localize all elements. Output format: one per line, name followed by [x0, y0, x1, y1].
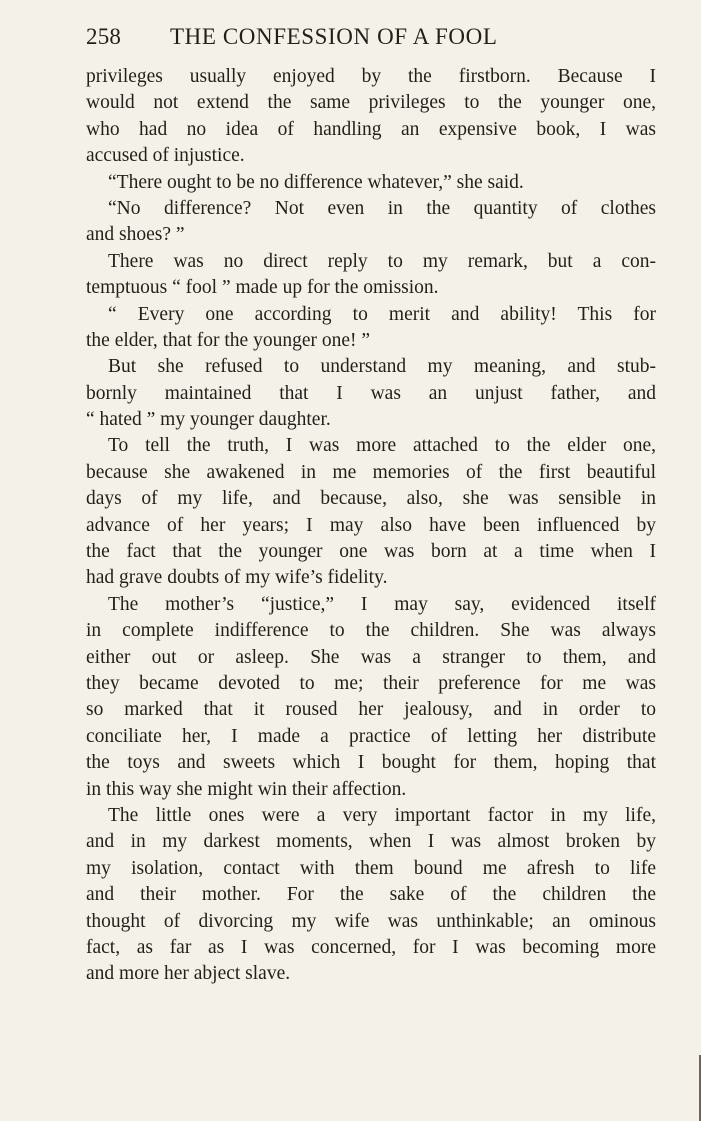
text-line: would not extend the same privileges to the younger one, — [86, 92, 656, 114]
text-line: they became devoted to me; their preference for me was — [86, 672, 656, 694]
text-line: in this way she might win their affection. — [86, 778, 407, 800]
text-line: in complete indifference to the children. She was always — [86, 620, 656, 642]
text-line: who had no idea of handling an expensive book, I was — [86, 118, 656, 140]
text-line: fact, as far as I was concerned, for I was becoming more — [86, 936, 656, 958]
text-line: the fact that the younger one was born at a time when I — [86, 541, 656, 563]
text-line: bornly maintained that I was an unjust father, and — [86, 382, 656, 404]
text-line: The mother’s “justice,” I may say, evidenced itself — [108, 593, 656, 615]
text-line: “There ought to be no difference whatever,” she said. — [108, 171, 524, 193]
text-line: “ Every one according to merit and ability! This for — [108, 303, 656, 325]
text-line: There was no direct reply to my remark, but a con- — [108, 250, 656, 272]
text-line: To tell the truth, I was more attached to the elder one, — [108, 435, 656, 457]
text-line: my isolation, contact with them bound me afresh to life — [86, 857, 656, 879]
text-line: because she awakened in me memories of the first beautiful — [86, 461, 656, 483]
text-line: advance of her years; I may also have been influenced by — [86, 514, 656, 536]
text-line: thought of divorcing my wife was unthinkable; an ominous — [86, 910, 656, 932]
text-line: and more her abject slave. — [86, 963, 291, 985]
text-line: the elder, that for the younger one! ” — [86, 329, 371, 351]
text-line: had grave doubts of my wife’s fidelity. — [86, 567, 388, 589]
text-line: and shoes? ” — [86, 224, 185, 246]
text-line: “ hated ” my younger daughter. — [86, 409, 331, 431]
text-line: conciliate her, I made a practice of letting her distribute — [86, 725, 656, 747]
text-line: accused of injustice. — [86, 145, 245, 167]
text-line: temptuous “ fool ” made up for the omission. — [86, 277, 439, 299]
running-title: THE CONFESSION OF A FOOL — [170, 24, 498, 49]
text-line: and their mother. For the sake of the children the — [86, 884, 656, 906]
page-header — [86, 20, 576, 54]
text-line: privileges usually enjoyed by the firstborn. Because I — [86, 66, 656, 87]
text-line: “No difference? Not even in the quantity of clothes — [108, 197, 656, 219]
body-text — [86, 64, 656, 988]
page-number: 258 — [86, 24, 122, 49]
text-line: and in my darkest moments, when I was almost broken by — [86, 831, 656, 853]
text-line: so marked that it roused her jealousy, and in order to — [86, 699, 656, 721]
text-line: either out or asleep. She was a stranger to them, and — [86, 646, 656, 668]
text-line: The little ones were a very important factor in my life, — [108, 804, 656, 826]
text-line: the toys and sweets which I bought for them, hoping that — [86, 752, 656, 774]
text-line: days of my life, and because, also, she was sensible in — [86, 488, 656, 510]
text-line: But she refused to understand my meaning, and stub- — [108, 356, 656, 378]
